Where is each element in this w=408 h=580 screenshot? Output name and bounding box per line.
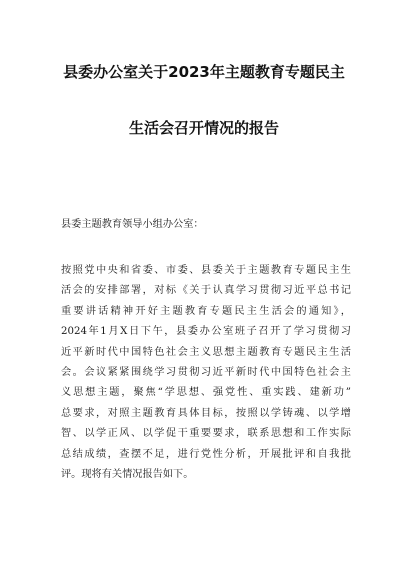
body-line-4: 2024年1月X日下午，县委办公室班子召开了学习贯彻习 <box>61 326 351 338</box>
body-line-10: 总结成绩，查摆不足，进行党性分析，开展批评和自我批 <box>61 448 351 460</box>
body-line-3: 重要讲话精神开好主题教育专题民主生活会的通知》， <box>61 305 351 317</box>
body-line-1: 按照党中央和省委、市委、县委关于主题教育专题民主生 <box>61 265 351 276</box>
body-line-7: 义思想主题，聚焦“学思想、强党性、重实践、建新功” <box>61 387 351 399</box>
body-line-8: 总要求，对照主题教育具体目标，按照以学铸魂、以学增 <box>61 407 351 419</box>
body-line-9: 智、以学正风、以学促干重要要求，联系思想和工作实际 <box>61 428 351 440</box>
document-title-line-2: 生活会召开情况的报告 <box>128 119 279 137</box>
document-title-line-1: 县委办公室关于2023年主题教育专题民主 <box>63 63 345 81</box>
body-line-5: 近平新时代中国特色社会主义思想主题教育专题民主生活 <box>61 346 351 358</box>
body-paragraph <box>61 261 351 485</box>
body-line-6: 会。会议紧紧围绕学习贯彻习近平新时代中国特色社会主 <box>61 366 351 378</box>
body-line-11: 评。现将有关情况报告如下。 <box>61 468 194 480</box>
salutation: 县委主题教育领导小组办公室： <box>61 219 204 230</box>
body-line-2: 活会的安排部署，对标《关于认真学习贯彻习近平总书记 <box>61 285 351 297</box>
